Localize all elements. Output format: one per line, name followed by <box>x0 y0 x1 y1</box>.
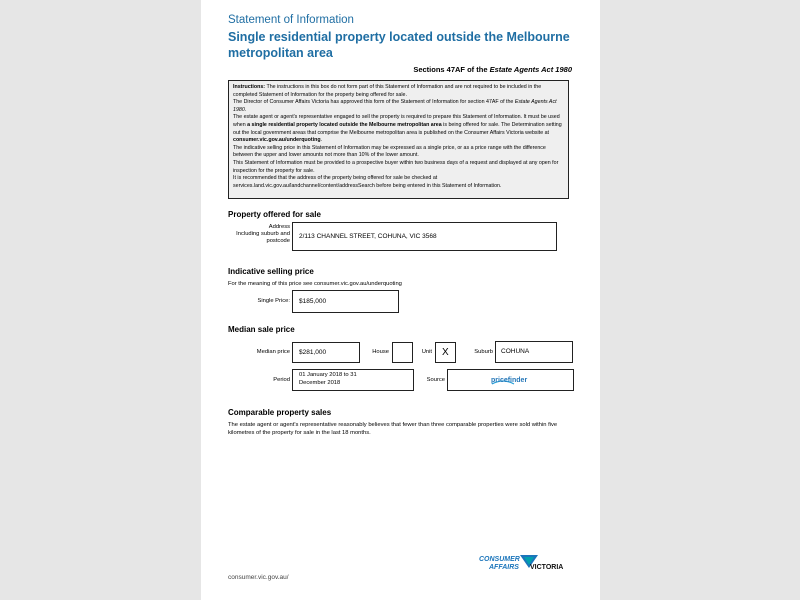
instructions-p2c: . <box>244 106 247 113</box>
median-heading: Median sale price <box>228 325 295 334</box>
instructions-p5: This Statement of Information must be provided to a prospective buyer within two business days of a request and displayed at any open for inspection for the property for sale. <box>233 159 559 174</box>
instructions-p3e: . <box>320 137 323 144</box>
comparable-text: The estate agent or agent's representative reasonably believes that fewer than three comparable properties were sold within five kilometres of the property for sale in the last 18 months. <box>228 422 558 436</box>
instructions-p3b: a single residential property located outside the Melbourne metropolitan area <box>247 121 442 128</box>
median-price-value: $281,000 <box>299 349 327 356</box>
unit-checkbox <box>435 342 456 363</box>
period-value: 01 January 2018 to 31 December 2018 <box>299 372 357 386</box>
logo-line2: AFFAIRS <box>489 564 519 571</box>
sections-act: Estate Agents Act 1980 <box>489 65 572 74</box>
instructions-p4: The indicative selling price in this Statement of Information may be expressed as a single price, or as a price range with the difference between the upper and lower amounts not more than 10% of the lower amount. <box>233 144 546 159</box>
instructions-p3c: is being offered for sale. The Determination setting out the local government areas that comprise the Melbourne metropolitan area is published on the Consumer Affairs Victoria website at <box>233 121 562 136</box>
single-price-value: $185,000 <box>299 298 327 305</box>
instructions-p3d: consumer.vic.gov.au/underquoting <box>233 137 321 144</box>
source-field <box>447 369 574 391</box>
address-field <box>292 222 557 251</box>
instructions-p2a: The Director of Consumer Affairs Victoria has approved this form of the Statement of Information for section 47AF of the <box>233 99 515 106</box>
address-value: 2/113 CHANNEL STREET, COHUNA, VIC 3568 <box>299 233 437 240</box>
house-checkbox <box>392 342 413 363</box>
logo-line1: CONSUMER <box>479 556 520 563</box>
suburb-field <box>495 341 573 363</box>
source-label: Source <box>426 377 445 383</box>
document-title: Single residential property located outside the Melbourne metropolitan area <box>228 30 570 60</box>
property-heading: Property offered for sale <box>228 210 321 219</box>
instructions-lead: Instructions: <box>233 84 266 90</box>
unit-label: Unit <box>421 349 432 355</box>
instructions-p3a: The estate agent or agent's representative engaged to sell the property is required to prepare this Statement of Information. It must be used when <box>233 114 560 128</box>
footer-url: consumer.vic.gov.au/ <box>228 574 289 581</box>
period-field <box>292 369 414 391</box>
house-label: House <box>372 349 389 355</box>
single-price-field <box>292 290 399 313</box>
indicative-note: For the meaning of this price see consumer.vic.gov.au/underquoting <box>228 281 402 287</box>
document-page <box>201 0 600 600</box>
suburb-value: COHUNA <box>501 348 530 355</box>
median-price-label: Median price <box>256 349 290 355</box>
consumer-affairs-victoria-logo <box>479 556 574 578</box>
address-sublabel: Including suburb and postcode <box>236 231 290 244</box>
address-label: Address <box>268 224 290 230</box>
source-value: pricefinder <box>491 377 528 384</box>
instructions-box <box>228 80 569 199</box>
instructions-p2b: Estate Agents Act 1980 <box>233 99 557 113</box>
logo-state: VICTORIA <box>530 564 564 571</box>
indicative-heading: Indicative selling price <box>228 267 314 276</box>
instructions-p1: The instructions in this box do not form part of this Statement of Information and are not required to be included in the completed Statement of Information for the property being offered for sale. <box>233 84 542 98</box>
comparable-heading: Comparable property sales <box>228 408 332 417</box>
suburb-label: Suburb <box>474 349 493 355</box>
period-label: Period <box>273 377 290 383</box>
unit-value: X <box>442 347 449 358</box>
document-subtitle: Statement of Information <box>228 14 354 26</box>
median-price-field <box>292 342 360 363</box>
instructions-p6: It is recommended that the address of the property being offered for sale be checked at services.land.vic.gov.au/landchannel/content/addressSearch before being entered in this Statement of Information. <box>233 175 502 189</box>
sections-prefix: Sections 47AF of the <box>413 65 490 74</box>
sections-reference <box>413 65 572 74</box>
single-price-label: Single Price: <box>257 298 290 304</box>
